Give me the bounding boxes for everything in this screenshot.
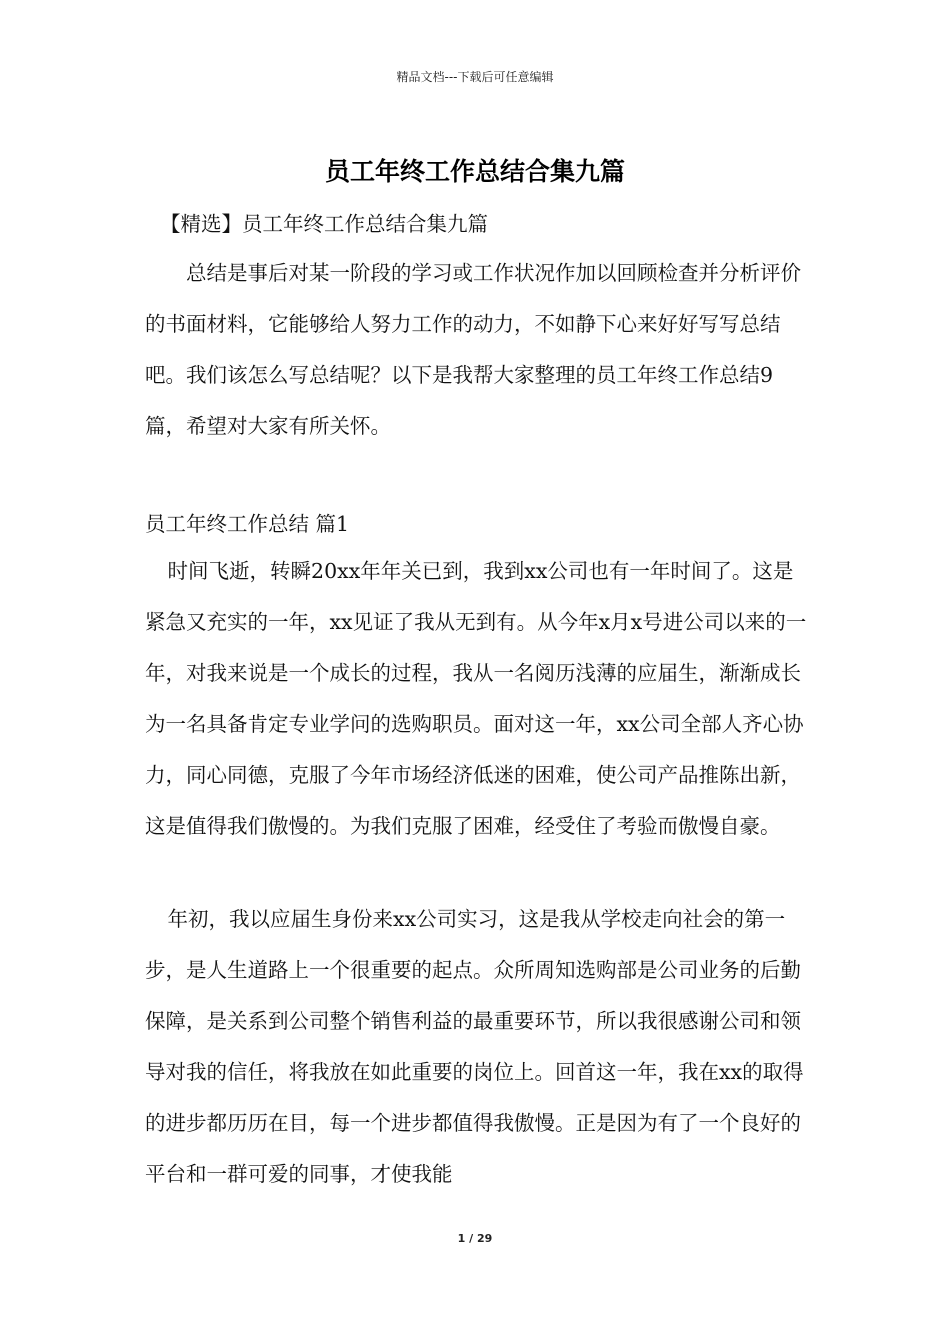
page-number: 1 / 29: [457, 1232, 493, 1245]
document-title: 员工年终工作总结合集九篇: [324, 157, 625, 186]
document-subtitle: 【精选】员工年终工作总结合集九篇: [160, 212, 488, 236]
document-header-note: 精品文档---下载后可任意编辑: [396, 70, 554, 84]
section-heading: 员工年终工作总结 篇1: [145, 512, 350, 536]
body-paragraph-1: 时间飞逝，转瞬20xx年年关已到，我到xx公司也有一年时间了。这是紧急又充实的一年，xx见证了我从无到有。从今年x月x号进公司以来的一年，对我来说是一个成长的过程，我从一名阅历浅薄的应届生，渐渐成长为一名具备肯定专业学问的选购职员。面对这一年，xx公司全部人齐心协力，同心同德，克服了今年市场经济低迷的困难，使公司产品推陈出新，这是值得我们傲慢的。为我们克服了困难，经受住了考验而傲慢自豪。: [145, 559, 807, 838]
intro-paragraph: 总结是事后对某一阶段的学习或工作状况作加以回顾检查并分析评价的书面材料，它能够给人努力工作的动力，不如静下心来好好写写总结吧。我们该怎么写总结呢？以下是我帮大家整理的员工年终工作总结9篇，希望对大家有所关怀。: [145, 261, 801, 438]
body-paragraph-2: 年初，我以应届生身份来xx公司实习，这是我从学校走向社会的第一步，是人生道路上一个很重要的起点。众所周知选购部是公司业务的后勤保障，是关系到公司整个销售利益的最重要环节，所以我很感谢公司和领导对我的信任，将我放在如此重要的岗位上。回首这一年，我在xx的取得的进步都历历在目，每一个进步都值得我傲慢。正是因为有了一个良好的平台和一群可爱的同事，才使我能: [145, 907, 804, 1186]
